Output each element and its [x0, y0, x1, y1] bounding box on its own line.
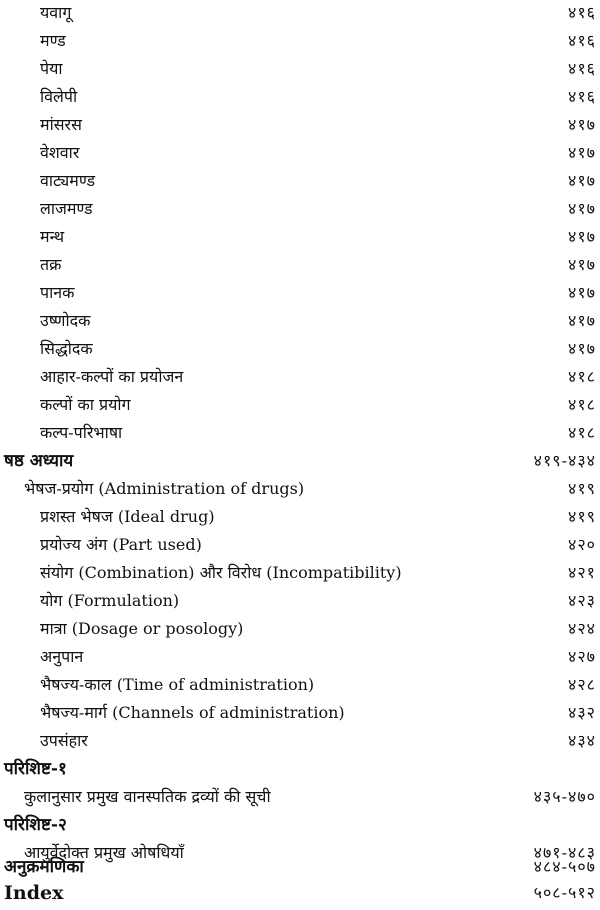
toc-entry-page: ४१७ [568, 227, 596, 246]
toc-entry-page: ४१८ [568, 367, 596, 386]
toc-entry-page: ४१७ [568, 199, 596, 218]
toc-entry-page: ४२८ [568, 675, 596, 694]
toc-entry-title: मण्ड [40, 31, 66, 50]
toc-entry-page: ४१७ [568, 255, 596, 274]
toc-entry-page: ४१९-४३४ [533, 451, 596, 470]
toc-entry-title: भैषज्य-मार्ग (Channels of administration) [40, 703, 345, 722]
toc-entry [0, 112, 600, 140]
toc-entry [0, 420, 600, 448]
toc-entry-page: ४१७ [568, 171, 596, 190]
toc-entry [0, 560, 600, 588]
toc-entry [0, 336, 600, 364]
toc-entry-page: ४२४ [568, 619, 596, 638]
toc-entry [0, 672, 600, 700]
toc-entry-page: ४२७ [568, 647, 596, 666]
toc-entry-title: अनुपान [40, 647, 84, 666]
toc-chapter-heading [0, 448, 600, 476]
toc-entry-title: वाट्यमण्ड [40, 171, 96, 190]
toc-entry [0, 784, 600, 812]
toc-entry-title: कल्पों का प्रयोग [40, 395, 131, 414]
toc-entry-title: आयुर्वेदोक्त प्रमुख ओषधियाँ [24, 843, 184, 862]
toc-entry [0, 364, 600, 392]
toc-entry-page: ४२३ [568, 591, 596, 610]
toc-entry-page: ४३४ [568, 731, 596, 750]
toc-entry-title: परिशिष्ट-२ [4, 815, 67, 835]
toc-entry-title: मात्रा (Dosage or posology) [40, 619, 244, 638]
toc-entry-title: कुलानुसार प्रमुख वानस्पतिक द्रव्यों की सूची [24, 787, 271, 806]
toc-entry [0, 252, 600, 280]
toc-entry [0, 84, 600, 112]
toc-entry-page: ४१७ [568, 339, 596, 358]
toc-entry-title: प्रशस्त भेषज (Ideal drug) [40, 507, 215, 526]
toc-entry [0, 504, 600, 532]
toc-entry-page: ४३२ [568, 703, 596, 722]
toc-entry-title: मन्थ [40, 227, 65, 246]
toc-entry-page: ४१६ [568, 3, 596, 22]
toc-entry-title: पेया [40, 59, 63, 78]
toc-entry [0, 700, 600, 728]
toc-entry-page: ४१७ [568, 283, 596, 302]
toc-entry-title: उपसंहार [40, 731, 88, 750]
toc-entry-title: परिशिष्ट-१ [4, 759, 67, 779]
toc-entry [0, 168, 600, 196]
toc-entry [0, 28, 600, 56]
toc-entry-page: ४१७ [568, 311, 596, 330]
toc-entry [0, 532, 600, 560]
toc-entry-page: ४१९ [568, 479, 596, 498]
toc-entry-page: ४३५-४७० [533, 787, 596, 806]
toc-entry-page: ४१८ [568, 395, 596, 414]
toc-entry-title: अनुक्रमणिका [4, 857, 84, 877]
toc-entry-page: ४१६ [568, 31, 596, 50]
toc-entry [0, 476, 600, 504]
toc-entry-title: भेषज-प्रयोग (Administration of drugs) [24, 479, 305, 498]
toc-entry-title: Index [4, 882, 64, 904]
toc-entry-title: संयोग (Combination) और विरोध (Incompatibility) [40, 563, 402, 582]
toc-entry-title: मांसरस [40, 115, 82, 134]
toc-entry [0, 616, 600, 644]
toc-index-heading [0, 854, 600, 880]
toc-entry-title: विलेपी [40, 87, 78, 106]
toc-entry-title: प्रयोज्य अंग (Part used) [40, 535, 202, 554]
toc-entry-title: भैषज्य-काल (Time of administration) [40, 675, 315, 694]
toc-entry-page: ४८४-५०७ [533, 857, 596, 876]
toc-entry-page: ५०८-५१२ [533, 883, 596, 902]
toc-entry-page: ४२० [568, 535, 596, 554]
toc-entry-page: ४१९ [568, 507, 596, 526]
toc-entry-title: योग (Formulation) [40, 591, 180, 610]
toc-entry-page: ४१७ [568, 143, 596, 162]
toc-entry [0, 56, 600, 84]
toc-appendix-heading [0, 756, 600, 784]
toc-entry-title: षष्ठ अध्याय [4, 451, 74, 471]
toc-entry [0, 308, 600, 336]
toc-entry [0, 392, 600, 420]
toc-entry-page: ४१६ [568, 59, 596, 78]
toc-entry-title: सिद्धोदक [40, 339, 93, 358]
toc-entry-page: ४७१-४८३ [533, 843, 596, 862]
toc-entry-title: आहार-कल्पों का प्रयोजन [40, 367, 184, 386]
toc-entry-title: उष्णोदक [40, 311, 91, 330]
toc-entry [0, 728, 600, 756]
toc-entry-title: यवागू [40, 3, 72, 22]
toc-index-heading [0, 880, 600, 908]
toc-entry [0, 588, 600, 616]
toc-entry-page: ४१६ [568, 87, 596, 106]
toc-entry-page: ४१७ [568, 115, 596, 134]
toc-entry-page: ४१८ [568, 423, 596, 442]
toc-entry [0, 140, 600, 168]
toc-entry-title: तक्र [40, 255, 62, 274]
toc-entry-title: लाजमण्ड [40, 199, 93, 218]
toc-entry [0, 280, 600, 308]
toc-entry [0, 196, 600, 224]
toc-entry [0, 0, 600, 28]
toc-entry-title: पानक [40, 283, 75, 302]
toc-entry-title: वेशवार [40, 143, 80, 162]
toc-entry [0, 644, 600, 672]
toc-entry-title: कल्प-परिभाषा [40, 423, 123, 442]
toc-entry [0, 224, 600, 252]
toc-appendix-heading [0, 812, 600, 840]
toc-entry-page: ४२१ [568, 563, 596, 582]
